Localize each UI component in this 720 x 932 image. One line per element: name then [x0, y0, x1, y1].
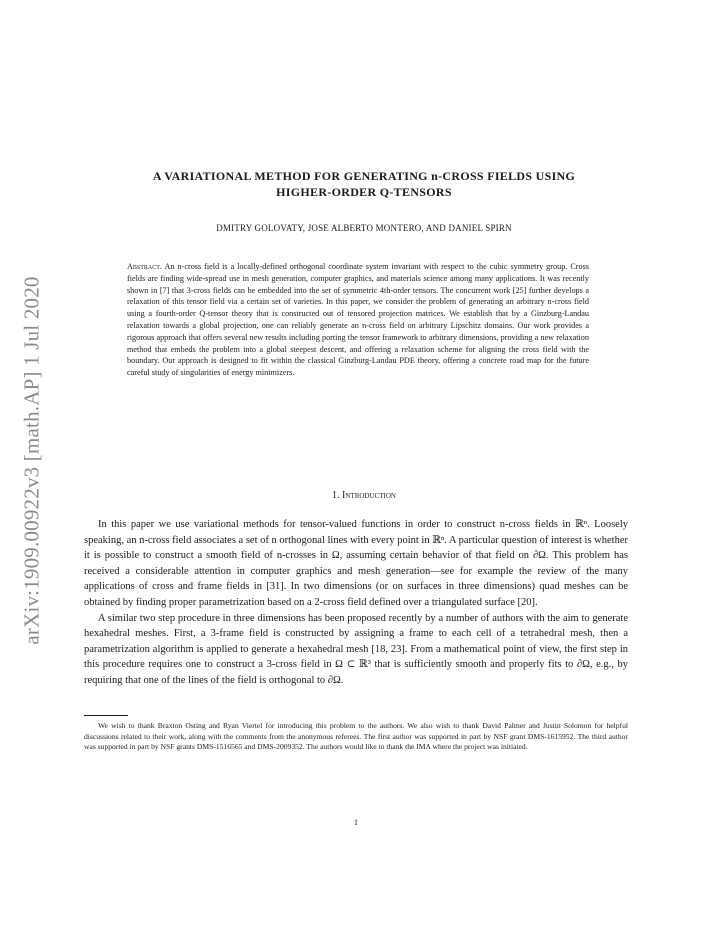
section-title: Introduction [342, 490, 396, 501]
body-text [84, 517, 628, 689]
paper-title-line-1: A VARIATIONAL METHOD FOR GENERATING n-CROSS FIELDS USING [152, 169, 576, 183]
paper-title [84, 168, 644, 200]
paragraph: In this paper we use variational methods for tensor-valued functions in order to construct n-cross fields in ℝⁿ. Loosely speaking, an n-cross field associates a set of n orthogonal lines with every point in ℝⁿ. A particular question of interest is whether it is possible to construct a smooth field of n-crosses in Ω, assuming certain behavior of that field on ∂Ω. This problem has received a considerable attention in computer graphics and mesh generation—see for example the review of the many applications of cross and frame fields in [31]. In two dimensions (or on surfaces in three dimensions) quad meshes can be obtained by finding proper parametrization based on a 2-cross field defined over a triangulated surface [20]. [84, 519, 628, 608]
paper-title-line-2: HIGHER-ORDER Q-TENSORS [276, 185, 452, 199]
arxiv-identifier-stamp [2, 250, 62, 670]
acknowledgement-footnote: We wish to thank Braxton Osting and Ryan Viertel for introducing this problem to the authors. We also wish to thank David Palmer and Justin Solomon for helpful discussions related to their work, along with the comments from the anonymous referees. The first author was supported in part by NSF grant DMS-1615952. The third author was supported in part by NSF grants DMS-1516565 and DMS-2009352. The authors would like to thank the IMA where the project was initiated. [84, 721, 628, 752]
footnote-divider [84, 715, 128, 716]
abstract-label: Abstract. [127, 262, 162, 271]
paragraph: A similar two step procedure in three dimensions has been proposed recently by a number of authors with the aim to generate hexahedral meshes. First, a 3-frame field is constructed by assigning a frame to each cell of a tetrahedral mesh, then a parametrization algorithm is applied to generate a hexahedral mesh [18, 23]. From a mathematical point of view, the first step in this procedure requires one to construct a 3-cross field in Ω ⊂ ℝ³ that is sufficiently smooth and properly fits to ∂Ω, e.g., by requiring that one of the lines of the field is orthogonal to ∂Ω. [84, 612, 628, 686]
section-heading [84, 490, 644, 501]
section-number: 1. [332, 490, 340, 501]
arxiv-identifier-text: arXiv:1909.00922v3 [math.AP] 1 Jul 2020 [19, 275, 44, 645]
abstract [127, 261, 589, 379]
abstract-text: An n-cross field is a locally-defined orthogonal coordinate system invariant with respect to the cubic symmetry group. Cross fields are finding wide-spread use in mesh generation, computer graphics, and materials science among many applications. It was recently shown in [7] that 3-cross fields can be embedded into the set of symmetric 4th-order tensors. The concurrent work [25] further develops a relaxation of this tensor field via a certain set of varieties. In this paper, we consider the problem of generating an arbitrary n-cross field using a fourth-order Q-tensor theory that is constructed out of tensored projection matrices. We establish that by a Ginzburg-Landau relaxation towards a global projection, one can reliably generate an n-cross field on arbitrary Lipschitz domains. Our work provides a rigorous approach that offers several new results including porting the tensor framework to arbitrary dimensions, providing a new relaxation method that embeds the problem into a global steepest descent, and offering a relaxation scheme for aligning the cross field with the boundary. Our approach is designed to fit within the classical Ginzburg-Landau PDE theory, offering a concrete road map for the future careful study of singularities of energy minimizers. [127, 262, 589, 378]
author-list: DMITRY GOLOVATY, JOSE ALBERTO MONTERO, AND DANIEL SPIRN [216, 223, 512, 233]
page-number: 1 [354, 818, 358, 827]
